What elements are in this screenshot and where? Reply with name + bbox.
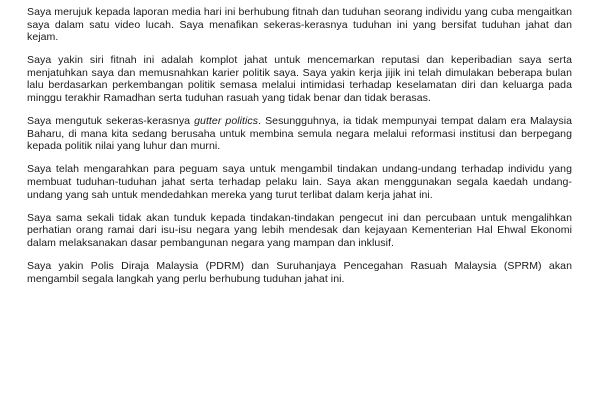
paragraph-3 <box>27 115 572 153</box>
paragraph-2: Saya yakin siri fitnah ini adalah komplot jahat untuk mencemarkan reputasi dan keperibadian saya serta menjatuhkan saya dan memusnahkan karier politik saya. Saya yakin kerja jijik ini telah dimulakan beberapa bulan lalu berdasarkan perkembangan politik semasa melalui intimidasi terhadap keselamatan diri dan keluarga pada minggu terakhir Ramadhan serta tuduhan rasuah yang tidak benar dan tidak berasas. <box>27 54 572 105</box>
statement-document <box>27 6 572 285</box>
paragraph-3-rest: . Sesungguhnya, ia tidak mempunyai tempat dalam era Malaysia Baharu, di mana kita sedang berusaha untuk membina semula negara melalui reformasi institusi dan berpegang kepada politik nilai yang luhur dan murni. <box>27 115 573 153</box>
paragraph-4: Saya telah mengarahkan para peguam saya untuk mengambil tindakan undang-undang terhadap individu yang membuat tuduhan-tuduhan jahat serta terhadap pelaku lain. Saya akan menggunakan segala kaedah undang-undang yang sah untuk mendedahkan mereka yang turut terlibat dalam kerja jahat ini. <box>27 163 572 201</box>
paragraph-6: Saya yakin Polis Diraja Malaysia (PDRM) dan Suruhanjaya Pencegahan Rasuah Malaysia (SPRM) akan mengambil segala langkah yang perlu berhubung tuduhan jahat ini. <box>27 260 572 285</box>
paragraph-1: Saya merujuk kepada laporan media hari ini berhubung fitnah dan tuduhan seorang individu yang cuba mengaitkan saya dalam satu video lucah. Saya menafikan sekeras-kerasnya tuduhan ini yang bersifat tuduhan jahat dan kejam. <box>27 6 572 44</box>
paragraph-3-emphasis: gutter politics <box>194 115 259 128</box>
paragraph-3-lead: Saya mengutuk sekeras-kerasnya <box>27 115 195 128</box>
paragraph-5: Saya sama sekali tidak akan tunduk kepada tindakan-tindakan pengecut ini dan percubaan untuk mengalihkan perhatian orang ramai dari isu-isu negara yang lebih mendesak dan kejayaan Kementerian Hal Ehwal Ekonomi dalam melaksanakan dasar pembangunan negara yang mampan dan inklusif. <box>27 211 572 249</box>
